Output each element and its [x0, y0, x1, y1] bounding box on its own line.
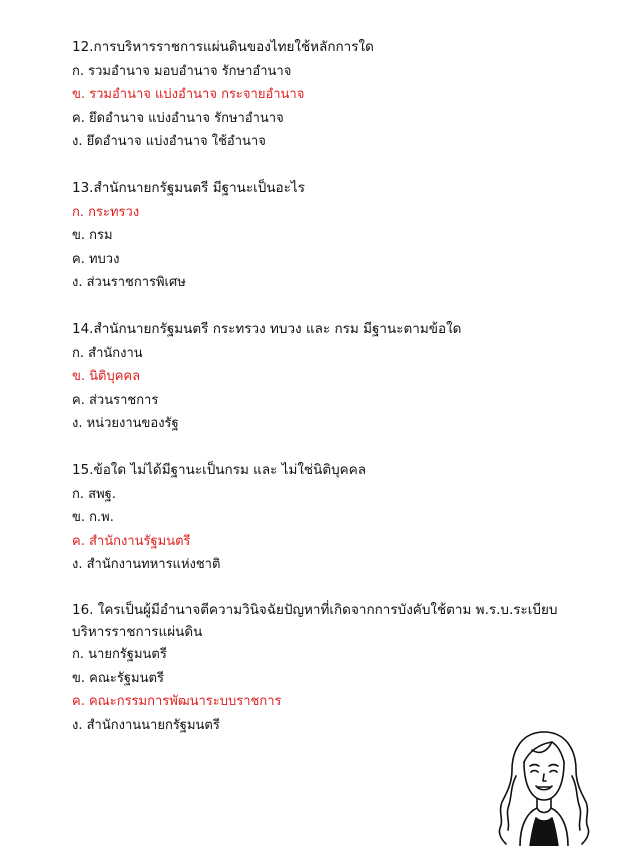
option-b: ข. คณะรัฐมนตรี [72, 670, 164, 686]
option-c: ค. ส่วนราชการ [72, 392, 159, 408]
option-a-correct: ก. กระทรวง [72, 204, 140, 220]
option-c: ค. ยึดอำนาจ แบ่งอำนาจ รักษาอำนาจ [72, 110, 284, 126]
question-14 [72, 318, 572, 436]
question-title: 16. ใครเป็นผู้มีอำนาจตีความวินิจฉัยปัญหาที่เกิดจากการบังคับใช้ตาม พ.ร.บ.ระเบียบบริหารราชการแผ่นดิน [72, 602, 558, 640]
option-c-correct: ค. คณะกรรมการพัฒนาระบบราชการ [72, 694, 282, 709]
question-title: 14.สำนักนายกรัฐมนตรี กระทรวง ทบวง และ กรม มีฐานะตามข้อใด [72, 321, 462, 337]
question-12 [72, 36, 572, 154]
option-b: ข. กรม [72, 228, 113, 243]
option-a: ก. สำนักงาน [72, 345, 143, 361]
option-b: ข. ก.พ. [72, 510, 114, 525]
option-c: ค. ทบวง [72, 251, 120, 267]
option-d: ง. ยึดอำนาจ แบ่งอำนาจ ใช้อำนาจ [72, 134, 266, 149]
option-d: ง. ส่วนราชการพิเศษ [72, 275, 186, 290]
option-a: ก. รวมอำนาจ มอบอำนาจ รักษาอำนาจ [72, 63, 292, 79]
option-a: ก. นายกรัฐมนตรี [72, 647, 167, 662]
question-13 [72, 177, 572, 295]
question-15 [72, 459, 572, 577]
option-b-correct: ข. รวมอำนาจ แบ่งอำนาจ กระจายอำนาจ [72, 87, 305, 102]
question-title: 15.ข้อใด ไม่ได้มีฐานะเป็นกรม และ ไม่ใช่นิติบุคคล [72, 462, 366, 478]
option-d: ง. หน่วยงานของรัฐ [72, 416, 179, 431]
question-16 [72, 599, 572, 737]
option-d: ง. สำนักงานทหารแห่งชาติ [72, 557, 221, 572]
question-title: 13.สำนักนายกรัฐมนตรี มีฐานะเป็นอะไร [72, 180, 305, 196]
question-title: 12.การบริหารราชการแผ่นดินของไทยใช้หลักการใด [72, 39, 374, 55]
option-b-correct: ข. นิติบุคคล [72, 369, 141, 384]
woman-avatar-icon [494, 728, 594, 846]
option-d: ง. สำนักงานนายกรัฐมนตรี [72, 717, 220, 733]
option-c-correct: ค. สำนักงานรัฐมนตรี [72, 533, 191, 549]
option-a: ก. สพฐ. [72, 486, 116, 502]
